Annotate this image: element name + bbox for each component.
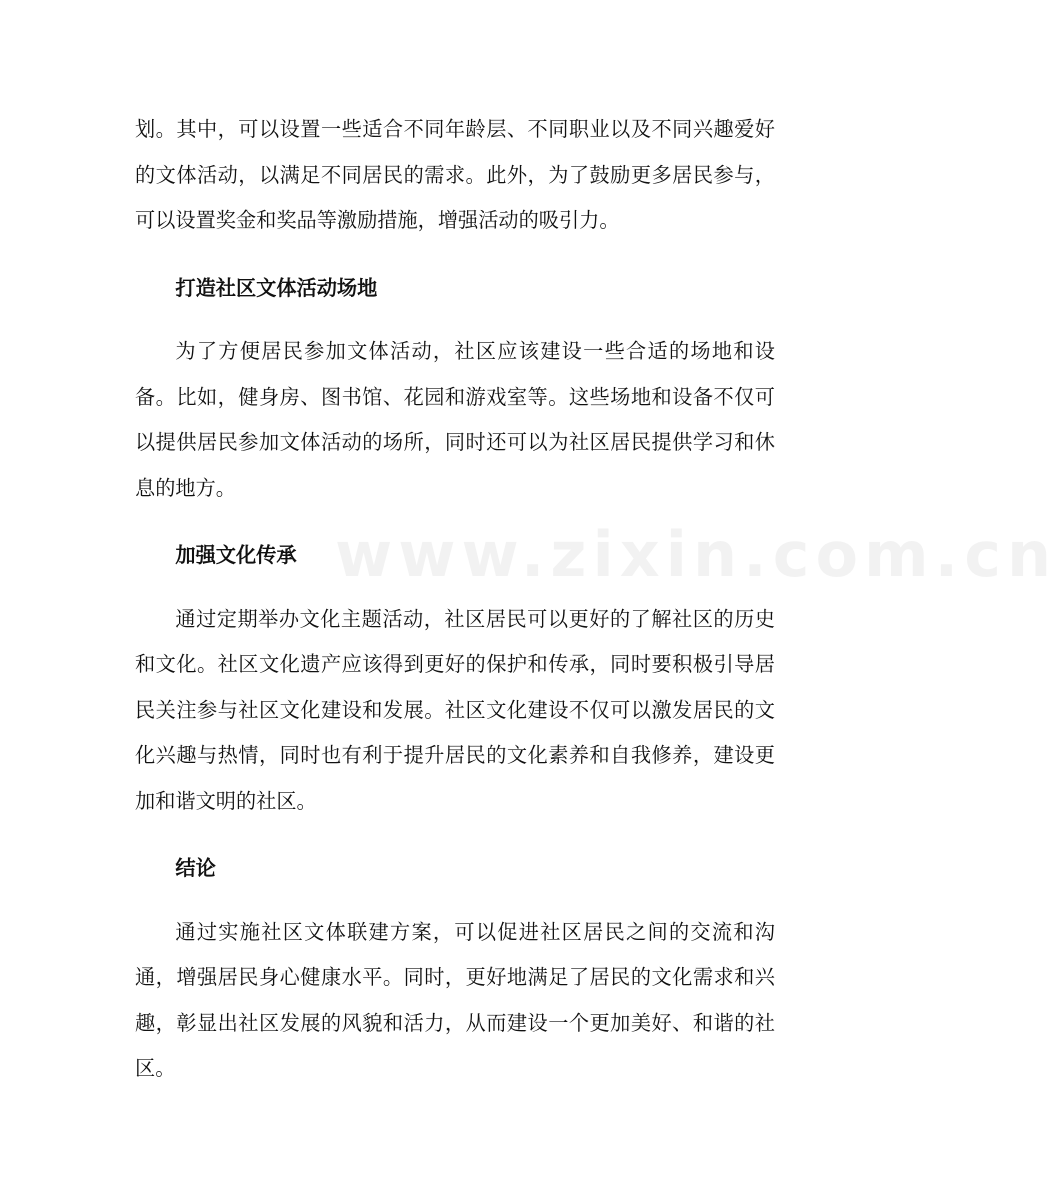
section-heading-venues: 打造社区文体活动场地 — [175, 275, 378, 300]
paragraph-heritage: 通过定期举办文化主题活动，社区居民可以更好的了解社区的历史和文化。社区文化遗产应该得到更好的保护和传承，同时要积极引导居民关注参与社区文化建设和发展。社区文化建设不仅可以激发居民的文化兴趣与热情，同时也有利于提升居民的文化素养和自我修养，建设更加和谐文明的社区。 — [135, 606, 775, 813]
spacer — [135, 511, 775, 533]
spacer — [135, 892, 775, 910]
spacer — [135, 244, 775, 266]
section-heading-heritage: 加强文化传承 — [175, 543, 297, 567]
spacer — [135, 824, 775, 846]
spacer — [135, 579, 775, 597]
section-heading-conclusion: 结论 — [175, 856, 216, 880]
paragraph-venues: 为了方便居民参加文体活动，社区应该建设一些合适的场地和设备。比如，健身房、图书馆、花园和游戏室等。这些场地和设备不仅可以提供居民参加文体活动的场所，同时还可以为社区居民提供学习和休息的地方。 — [135, 339, 775, 500]
spacer — [135, 311, 775, 329]
paragraph-conclusion: 通过实施社区文体联建方案，可以促进社区居民之间的交流和沟通，增强居民身心健康水平。同时，更好地满足了居民的文化需求和兴趣，彰显出社区发展的风貌和活力，从而建设一个更加美好、和谐的社区。 — [135, 919, 775, 1080]
document-body — [135, 107, 775, 1092]
paragraph-continued: 划。其中，可以设置一些适合不同年龄层、不同职业以及不同兴趣爱好的文体活动，以满足不同居民的需求。此外，为了鼓励更多居民参与，可以设置奖金和奖品等激励措施，增强活动的吸引力。 — [135, 117, 775, 232]
watermark: www.zixin.com.cn — [335, 518, 1057, 591]
